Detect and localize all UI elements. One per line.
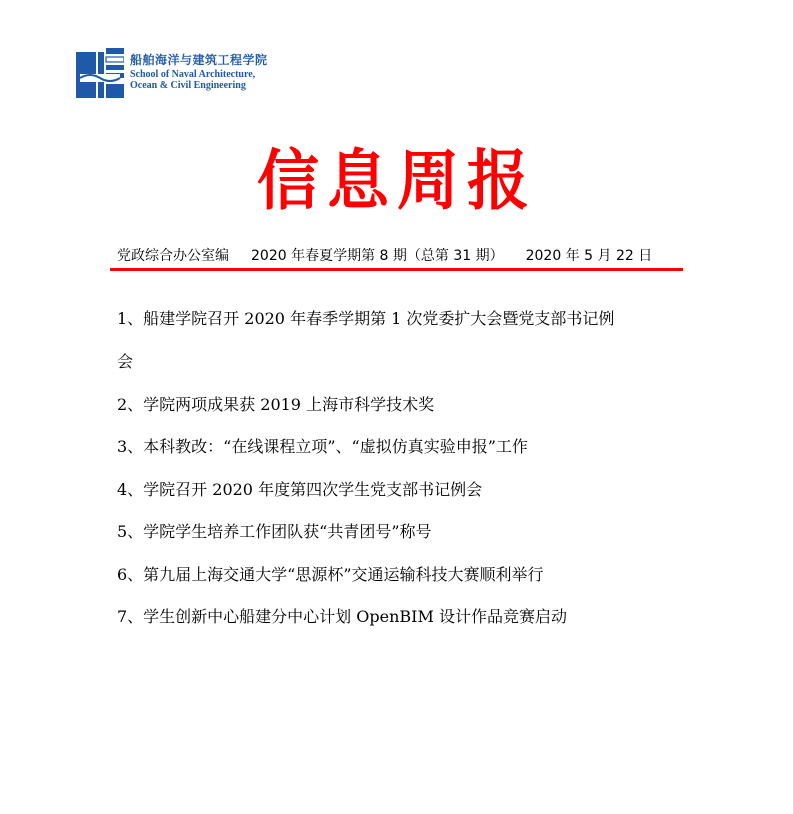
- school-name-cn: 船舶海洋与建筑工程学院: [130, 53, 268, 67]
- newsletter-title: 信息周报: [256, 142, 537, 219]
- title-divider: [110, 268, 683, 271]
- news-item[interactable]: [117, 517, 697, 546]
- news-item[interactable]: [117, 432, 697, 461]
- news-item[interactable]: [117, 560, 697, 589]
- school-name-en-line2: Ocean & Civil Engineering: [130, 80, 246, 91]
- school-logo: [76, 48, 276, 104]
- news-item-text: 2、学院两项成果获 2019 上海市科学技术奖: [117, 394, 435, 414]
- news-item[interactable]: [117, 475, 697, 504]
- news-item-text-continued: 会: [117, 352, 134, 371]
- school-name: [130, 54, 268, 91]
- news-item-text: 6、第九届上海交通大学“思源杯”交通运输科技大赛顺利举行: [117, 564, 544, 584]
- news-item[interactable]: [117, 390, 697, 419]
- news-item[interactable]: [117, 304, 697, 376]
- issue-info-line: [117, 245, 652, 265]
- news-item-text: 5、学院学生培养工作团队获“共青团号”称号: [117, 522, 432, 541]
- news-item-text: 1、船建学院召开 2020 年春季学期第 1 次党委扩大会暨党支部书记例: [117, 309, 615, 328]
- issue-date: 2020 年 5 月 22 日: [525, 248, 653, 264]
- editor-label: 党政综合办公室编: [117, 248, 229, 264]
- issue-number: 2020 年春夏学期第 8 期（总第 31 期）: [251, 248, 504, 264]
- news-item[interactable]: [117, 602, 697, 631]
- news-item-list: [117, 304, 697, 645]
- news-item-text: 3、本科教改：“在线课程立项”、“虚拟仿真实验申报”工作: [117, 437, 528, 456]
- news-item-text: 7、学生创新中心船建分中心计划 OpenBIM 设计作品竞赛启动: [117, 607, 567, 626]
- school-emblem-icon: [76, 48, 124, 102]
- school-name-en-line1: School of Naval Architecture,: [130, 69, 256, 80]
- news-item-text: 4、学院召开 2020 年度第四次学生党支部书记例会: [117, 479, 483, 499]
